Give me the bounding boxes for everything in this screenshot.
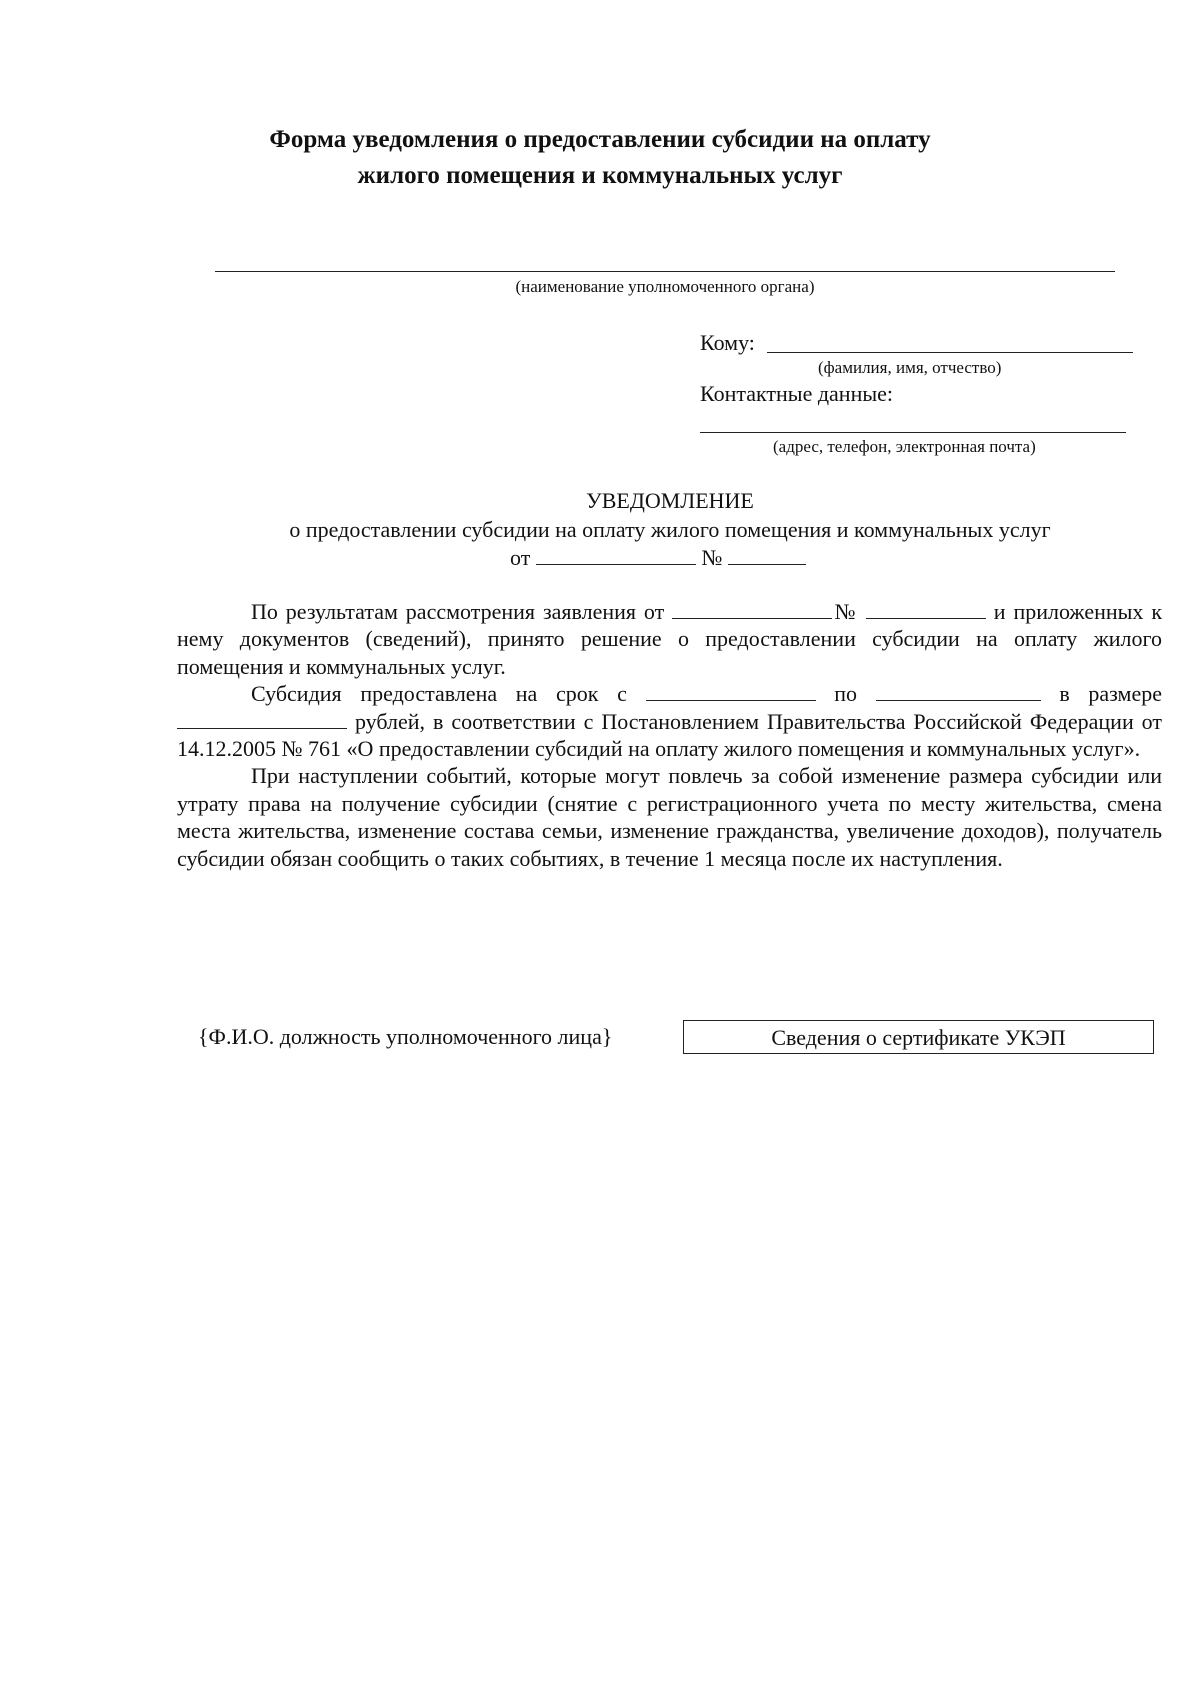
application-number-field [866, 600, 986, 619]
p1-text-a: По результатам рассмотрения заявления от [251, 599, 665, 624]
term-to-field [876, 682, 1041, 701]
amount-field [177, 710, 347, 729]
authority-caption: (наименование уполномоченного органа) [515, 277, 815, 296]
contacts-label: Контактные данные: [700, 381, 893, 406]
title-line-2: жилого помещения и коммунальных услуг [357, 162, 843, 189]
to-label: Кому: [700, 330, 755, 355]
notice-body [177, 598, 1162, 872]
authority-name-line [215, 271, 1115, 272]
application-date-field [672, 600, 832, 619]
contacts-caption: (адрес, телефон, электронная почта) [773, 437, 1036, 456]
term-from-field [646, 682, 816, 701]
recipient-name-caption: (фамилия, имя, отчество) [818, 358, 1002, 377]
date-prefix: от [510, 545, 531, 570]
document-title [180, 122, 1020, 194]
contacts-line [700, 432, 1126, 433]
paragraph-obligations: При наступлении событий, которые могут повлечь за собой изменение размера субсидии или утрату права на получение субсидии (снятие с регистрационного учета по месту жительства, смена места жительства, изменение состава семьи, изменение гражданства, увеличение доходов), получатель субсидии обязан сообщить о таких событиях, в течение 1 месяца после их наступления. [177, 763, 1162, 871]
paragraph-subsidy-term [177, 680, 1162, 762]
title-line-1: Форма уведомления о предоставлении субсидии на оплату [269, 126, 931, 153]
p2-text-b: по [834, 681, 857, 707]
notice-date-field [536, 546, 696, 565]
p2-text-c: в размере [1059, 681, 1162, 707]
official-signature-placeholder: {Ф.И.О. должность уполномоченного лица} [198, 1024, 613, 1049]
p1-number-sign: № [832, 599, 858, 624]
notice-number-field [728, 546, 806, 565]
notice-date-line [510, 544, 806, 571]
notice-subheading: о предоставлении субсидии на оплату жилого помещения и коммунальных услуг [289, 517, 1051, 542]
p2-text-a: Субсидия предоставлена на срок с [251, 681, 627, 707]
p2-text-d: рублей, в соответствии с Постановлением Правительства Российской Федерации от 14.12.2005 № 761 «О предоставлении субсидий на оплату жилого помещения и коммунальных услуг». [177, 708, 1163, 762]
paragraph-application [177, 598, 1162, 680]
p1-text-c: и приложенных к нему документов (сведений), принято решение о предоставлении субсидии на оплату жилого помещения и коммунальных услуг. [177, 599, 1163, 679]
certificate-info-box: Сведения о сертификате УКЭП [683, 1020, 1154, 1054]
notice-heading: УВЕДОМЛЕНИЕ [586, 488, 754, 513]
notice-number-sign: № [701, 545, 723, 570]
recipient-name-line [767, 352, 1133, 353]
